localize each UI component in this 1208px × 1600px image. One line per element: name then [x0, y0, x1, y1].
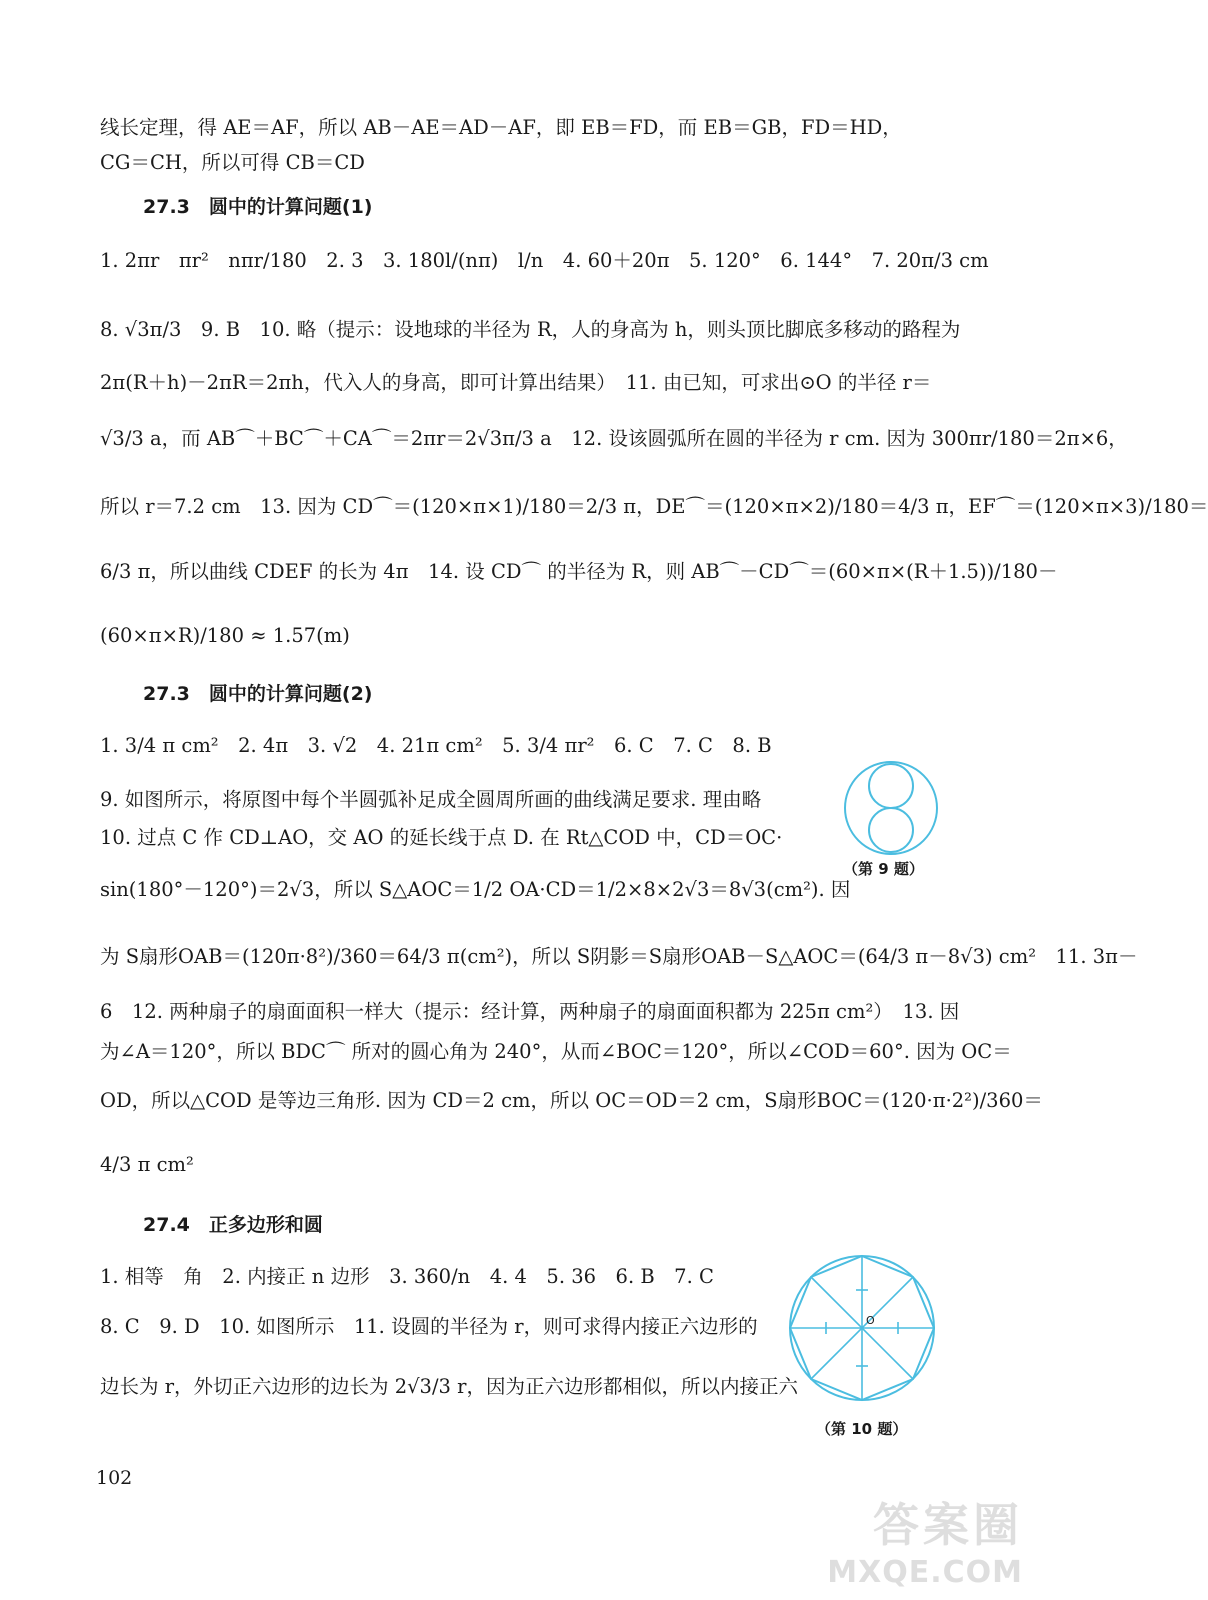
upper-inner-circle [869, 764, 913, 808]
watermark [827, 1489, 1023, 1590]
lower-inner-circle [869, 808, 913, 852]
text-line: 为 S扇形OAB＝(120π·8²)/360＝64/3 π(cm²)，所以 S阴影＝S扇形OAB－S△AOC＝(64/3 π－8√3) cm² 11. 3π－ [100, 945, 1138, 968]
figure-9-diagram [838, 760, 948, 860]
text-line: 2π(R＋h)－2πR＝2πh，代入人的身高，即可计算出结果） 11. 由已知，可求出⊙O 的半径 r＝ [100, 371, 932, 394]
section-heading-27-3-1: 27.3 圆中的计算问题(1) [143, 196, 373, 218]
text-line: 8. √3π/3 9. B 10. 略（提示：设地球的半径为 R，人的身高为 h，则头顶比脚底多移动的路程为 [100, 318, 961, 341]
text-line: sin(180°－120°)＝2√3，所以 S△AOC＝1/2 OA·CD＝1/2×8×2√3＝8√3(cm²). 因 [100, 878, 851, 901]
center-label: O [866, 1314, 875, 1327]
text-line: OD，所以△COD 是等边三角形. 因为 CD＝2 cm，所以 OC＝OD＝2 cm，S扇形BOC＝(120·π·2²)/360＝ [100, 1089, 1043, 1112]
figure-10-caption: （第 10 题） [816, 1420, 908, 1438]
figure-9-caption: （第 9 题） [843, 860, 924, 878]
page-number: 102 [96, 1467, 133, 1489]
text-line: 4/3 π cm² [100, 1153, 194, 1176]
text-line: 10. 过点 C 作 CD⊥AO，交 AO 的延长线于点 D. 在 Rt△COD 中，CD＝OC· [100, 826, 783, 849]
text-line: CG＝CH，所以可得 CB＝CD [100, 151, 365, 174]
section-heading-27-4: 27.4 正多边形和圆 [143, 1214, 323, 1236]
text-line: 所以 r＝7.2 cm 13. 因为 CD⌒＝(120×π×1)/180＝2/3 π，DE⌒＝(120×π×2)/180＝4/3 π，EF⌒＝(120×π×3)/180＝ [100, 495, 1208, 518]
text-line: 1. 3/4 π cm² 2. 4π 3. √2 4. 21π cm² 5. 3/4 πr² 6. C 7. C 8. B [100, 734, 772, 757]
text-line: 1. 2πr πr² nπr/180 2. 3 3. 180l/(nπ) l/n 4. 60＋20π 5. 120° 6. 144° 7. 20π/3 cm [100, 249, 989, 272]
text-line: 6 12. 两种扇子的扇面面积一样大（提示：经计算，两种扇子的扇面面积都为 225π cm²） 13. 因 [100, 1000, 960, 1023]
text-line: (60×π×R)/180 ≈ 1.57(m) [100, 624, 350, 647]
watermark-logo: 答案圈 [873, 1498, 1023, 1552]
section-heading-27-3-2: 27.3 圆中的计算问题(2) [143, 683, 373, 705]
text-line: √3/3 a，而 AB⌒＋BC⌒＋CA⌒＝2πr＝2√3π/3 a 12. 设该圆弧所在圆的半径为 r cm. 因为 300πr/180＝2π×6， [100, 427, 1128, 450]
watermark-url: MXQE.COM [827, 1555, 1023, 1590]
text-line: 边长为 r，外切正六边形的边长为 2√3/3 r，因为正六边形都相似，所以内接正六 [100, 1375, 798, 1398]
text-line: 9. 如图所示，将原图中每个半圆弧补足成全圆周所画的曲线满足要求. 理由略 [100, 788, 762, 811]
figure-10-diagram [780, 1250, 950, 1410]
text-line: 8. C 9. D 10. 如图所示 11. 设圆的半径为 r，则可求得内接正六边形的 [100, 1315, 758, 1338]
text-line: 1. 相等 角 2. 内接正 n 边形 3. 360/n 4. 4 5. 36 6. B 7. C [100, 1265, 714, 1288]
text-line: 为∠A＝120°，所以 BDC⌒ 所对的圆心角为 240°，从而∠BOC＝120°，所以∠COD＝60°. 因为 OC＝ [100, 1040, 1012, 1063]
text-line: 线长定理，得 AE＝AF，所以 AB－AE＝AD－AF，即 EB＝FD，而 EB＝GB，FD＝HD， [100, 116, 902, 139]
text-line: 6/3 π，所以曲线 CDEF 的长为 4π 14. 设 CD⌒ 的半径为 R，则 AB⌒－CD⌒＝(60×π×(R＋1.5))/180－ [100, 560, 1058, 583]
